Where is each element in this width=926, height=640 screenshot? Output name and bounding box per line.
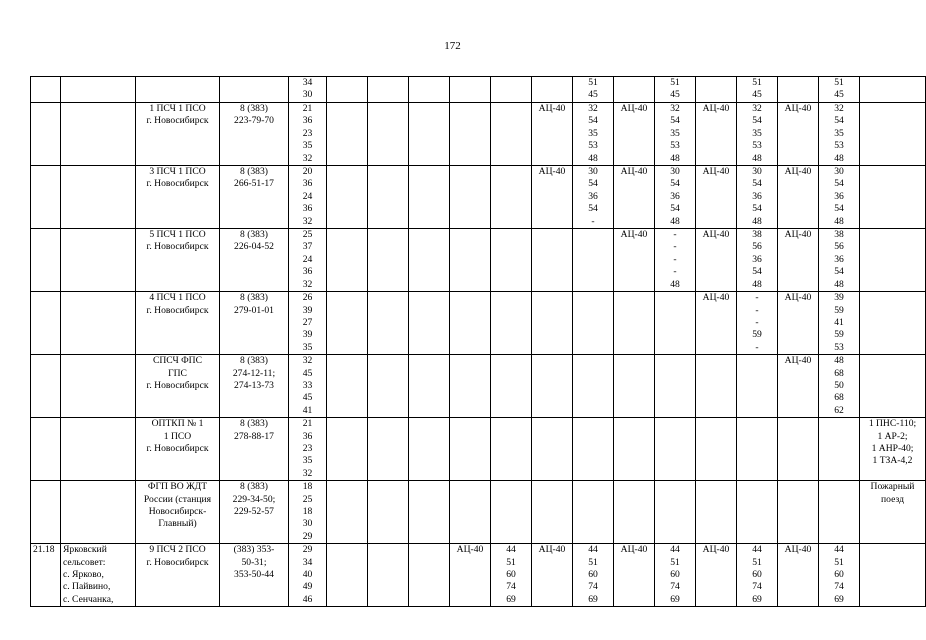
cell-name	[61, 103, 136, 166]
cell-c19	[860, 166, 926, 229]
cell-c19: 1 ПНС-110; 1 АР-2; 1 АНР-40; 1 ТЗА-4,2	[860, 418, 926, 481]
cell-c07	[368, 481, 409, 544]
cell-c14: 44 51 60 74 69	[655, 544, 696, 607]
cell-name: Ярковский сельсовет: с. Ярково, с. Пайвино, с. Сенчанка,	[61, 544, 136, 607]
cell-c15: АЦ-40	[696, 229, 737, 292]
cell-c16: 30 54 36 54 48	[737, 166, 778, 229]
cell-c10	[491, 292, 532, 355]
cell-c10	[491, 103, 532, 166]
cell-num	[31, 355, 61, 418]
cell-phone: 8 (383) 226-04-52	[220, 229, 289, 292]
cell-c05: 20 36 24 36 32	[289, 166, 327, 229]
cell-unit: 3 ПСЧ 1 ПСО г. Новосибирск	[136, 166, 220, 229]
cell-c13: АЦ-40	[614, 544, 655, 607]
cell-c14	[655, 355, 696, 418]
cell-c18	[819, 481, 860, 544]
table-row	[31, 292, 926, 355]
cell-c07	[368, 166, 409, 229]
cell-c10	[491, 229, 532, 292]
cell-c10: 44 51 60 74 69	[491, 544, 532, 607]
cell-num: 21.18	[31, 544, 61, 607]
cell-c17: АЦ-40	[778, 544, 819, 607]
cell-unit: 9 ПСЧ 2 ПСО г. Новосибирск	[136, 544, 220, 607]
cell-c09	[450, 418, 491, 481]
cell-c11	[532, 418, 573, 481]
cell-c11: АЦ-40	[532, 166, 573, 229]
cell-c08	[409, 355, 450, 418]
cell-c18: 51 45	[819, 77, 860, 103]
cell-num	[31, 103, 61, 166]
cell-c11	[532, 355, 573, 418]
cell-c14: 32 54 35 53 48	[655, 103, 696, 166]
cell-c11	[532, 77, 573, 103]
cell-c05: 21 36 23 35 32	[289, 418, 327, 481]
cell-num	[31, 166, 61, 229]
cell-phone: 8 (383) 274-12-11; 274-13-73	[220, 355, 289, 418]
cell-c08	[409, 292, 450, 355]
cell-c15: АЦ-40	[696, 292, 737, 355]
cell-phone: 8 (383) 223-79-70	[220, 103, 289, 166]
cell-c11	[532, 481, 573, 544]
cell-c09	[450, 103, 491, 166]
cell-c12: 44 51 60 74 69	[573, 544, 614, 607]
cell-c11	[532, 292, 573, 355]
table-row	[31, 355, 926, 418]
cell-c15	[696, 481, 737, 544]
cell-c19: Пожарный поезд	[860, 481, 926, 544]
cell-name	[61, 292, 136, 355]
cell-c10	[491, 418, 532, 481]
cell-c16	[737, 418, 778, 481]
cell-c06	[327, 103, 368, 166]
cell-c13: АЦ-40	[614, 229, 655, 292]
cell-c19	[860, 77, 926, 103]
cell-c08	[409, 166, 450, 229]
cell-c08	[409, 229, 450, 292]
table-row	[31, 481, 926, 544]
cell-c19	[860, 292, 926, 355]
cell-c16: 51 45	[737, 77, 778, 103]
cell-c12	[573, 229, 614, 292]
cell-c15	[696, 77, 737, 103]
cell-c07	[368, 292, 409, 355]
cell-c14	[655, 292, 696, 355]
table-row	[31, 229, 926, 292]
cell-c10	[491, 355, 532, 418]
cell-c09: АЦ-40	[450, 544, 491, 607]
cell-c14	[655, 418, 696, 481]
cell-c06	[327, 292, 368, 355]
cell-c18: 32 54 35 53 48	[819, 103, 860, 166]
cell-name	[61, 166, 136, 229]
cell-c15	[696, 355, 737, 418]
cell-c12	[573, 418, 614, 481]
cell-c08	[409, 544, 450, 607]
cell-c13	[614, 418, 655, 481]
cell-c08	[409, 418, 450, 481]
cell-unit: 5 ПСЧ 1 ПСО г. Новосибирск	[136, 229, 220, 292]
cell-c08	[409, 77, 450, 103]
cell-c18: 44 51 60 74 69	[819, 544, 860, 607]
cell-c10	[491, 166, 532, 229]
cell-c05: 32 45 33 45 41	[289, 355, 327, 418]
cell-c08	[409, 481, 450, 544]
cell-c16: - - - 59 -	[737, 292, 778, 355]
cell-c15: АЦ-40	[696, 103, 737, 166]
cell-phone: 8 (383) 266-51-17	[220, 166, 289, 229]
cell-phone	[220, 77, 289, 103]
cell-c06	[327, 544, 368, 607]
cell-num	[31, 292, 61, 355]
cell-c18: 30 54 36 54 48	[819, 166, 860, 229]
cell-c07	[368, 544, 409, 607]
cell-c17: АЦ-40	[778, 292, 819, 355]
cell-c14: - - - - 48	[655, 229, 696, 292]
cell-c13	[614, 77, 655, 103]
cell-c18	[819, 418, 860, 481]
cell-c12: 32 54 35 53 48	[573, 103, 614, 166]
cell-c09	[450, 355, 491, 418]
cell-c17	[778, 418, 819, 481]
cell-c18: 39 59 41 59 53	[819, 292, 860, 355]
cell-c10	[491, 77, 532, 103]
fire-units-table	[30, 76, 926, 607]
cell-c12	[573, 481, 614, 544]
cell-c12	[573, 292, 614, 355]
cell-c07	[368, 77, 409, 103]
table-row	[31, 544, 926, 607]
cell-c08	[409, 103, 450, 166]
cell-c15	[696, 418, 737, 481]
cell-c16: 38 56 36 54 48	[737, 229, 778, 292]
cell-c06	[327, 77, 368, 103]
cell-c09	[450, 229, 491, 292]
cell-c05: 18 25 18 30 29	[289, 481, 327, 544]
cell-unit: 1 ПСЧ 1 ПСО г. Новосибирск	[136, 103, 220, 166]
cell-c17: АЦ-40	[778, 166, 819, 229]
cell-num	[31, 229, 61, 292]
cell-c09	[450, 77, 491, 103]
cell-num	[31, 481, 61, 544]
cell-c19	[860, 103, 926, 166]
cell-c05: 25 37 24 36 32	[289, 229, 327, 292]
cell-c05: 34 30	[289, 77, 327, 103]
cell-c07	[368, 103, 409, 166]
cell-c09	[450, 481, 491, 544]
cell-c13: АЦ-40	[614, 166, 655, 229]
page-number: 172	[444, 40, 461, 52]
cell-c10	[491, 481, 532, 544]
cell-c18: 38 56 36 54 48	[819, 229, 860, 292]
cell-c12: 51 45	[573, 77, 614, 103]
cell-c05: 21 36 23 35 32	[289, 103, 327, 166]
cell-phone: 8 (383) 278-88-17	[220, 418, 289, 481]
cell-c06	[327, 229, 368, 292]
table-row	[31, 166, 926, 229]
cell-name	[61, 77, 136, 103]
cell-unit: ОПТКП № 1 1 ПСО г. Новосибирск	[136, 418, 220, 481]
cell-c15: АЦ-40	[696, 544, 737, 607]
cell-c13	[614, 481, 655, 544]
cell-c17	[778, 77, 819, 103]
cell-c11: АЦ-40	[532, 544, 573, 607]
cell-c07	[368, 355, 409, 418]
cell-c06	[327, 481, 368, 544]
cell-name	[61, 229, 136, 292]
cell-c19	[860, 229, 926, 292]
cell-c19	[860, 544, 926, 607]
cell-name	[61, 418, 136, 481]
cell-name	[61, 355, 136, 418]
cell-c18: 48 68 50 68 62	[819, 355, 860, 418]
cell-c14: 51 45	[655, 77, 696, 103]
cell-c16	[737, 481, 778, 544]
cell-unit	[136, 77, 220, 103]
table-row	[31, 77, 926, 103]
cell-c17: АЦ-40	[778, 355, 819, 418]
cell-unit: ФГП ВО ЖДТ России (станция Новосибирск- Главный)	[136, 481, 220, 544]
table-row	[31, 103, 926, 166]
cell-c12: 30 54 36 54 -	[573, 166, 614, 229]
cell-c05: 26 39 27 39 35	[289, 292, 327, 355]
cell-c13: АЦ-40	[614, 103, 655, 166]
cell-c17: АЦ-40	[778, 103, 819, 166]
cell-c16: 44 51 60 74 69	[737, 544, 778, 607]
cell-c11: АЦ-40	[532, 103, 573, 166]
cell-c16: 32 54 35 53 48	[737, 103, 778, 166]
cell-c07	[368, 418, 409, 481]
cell-c17: АЦ-40	[778, 229, 819, 292]
table-row	[31, 418, 926, 481]
cell-c19	[860, 355, 926, 418]
cell-num	[31, 418, 61, 481]
cell-c11	[532, 229, 573, 292]
cell-c14: 30 54 36 54 48	[655, 166, 696, 229]
cell-c06	[327, 355, 368, 418]
cell-phone: (383) 353- 50-31; 353-50-44	[220, 544, 289, 607]
cell-c13	[614, 292, 655, 355]
cell-c05: 29 34 40 49 46	[289, 544, 327, 607]
cell-c17	[778, 481, 819, 544]
cell-phone: 8 (383) 229-34-50; 229-52-57	[220, 481, 289, 544]
cell-c12	[573, 355, 614, 418]
cell-c14	[655, 481, 696, 544]
cell-name	[61, 481, 136, 544]
cell-c16	[737, 355, 778, 418]
cell-unit: 4 ПСЧ 1 ПСО г. Новосибирск	[136, 292, 220, 355]
cell-c06	[327, 418, 368, 481]
cell-c06	[327, 166, 368, 229]
cell-c13	[614, 355, 655, 418]
cell-c07	[368, 229, 409, 292]
cell-phone: 8 (383) 279-01-01	[220, 292, 289, 355]
cell-num	[31, 77, 61, 103]
cell-c09	[450, 166, 491, 229]
cell-c15: АЦ-40	[696, 166, 737, 229]
cell-unit: СПСЧ ФПС ГПС г. Новосибирск	[136, 355, 220, 418]
cell-c09	[450, 292, 491, 355]
